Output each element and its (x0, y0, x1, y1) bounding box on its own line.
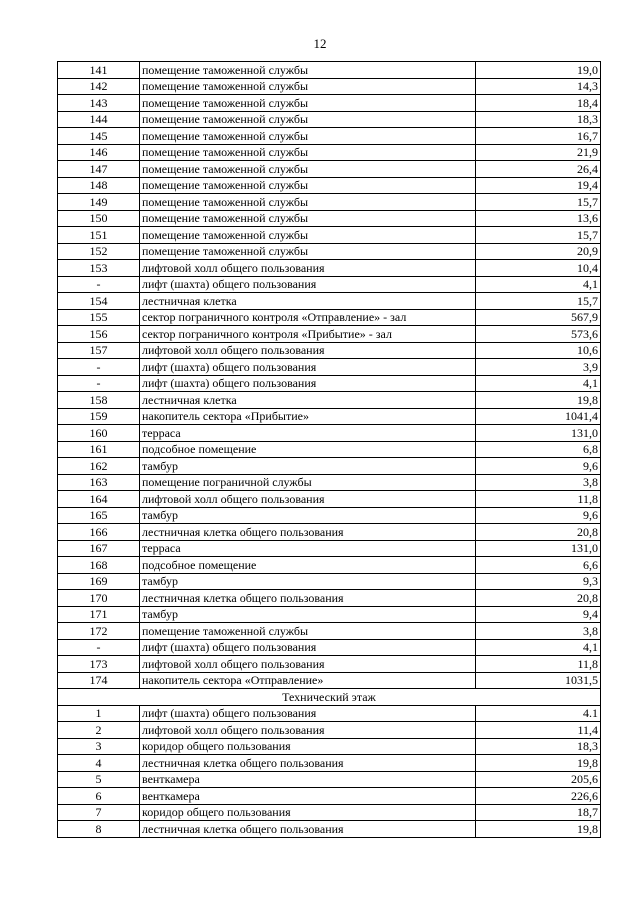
room-name-cell: лифтовой холл общего пользования (140, 722, 476, 739)
table-row (58, 524, 601, 541)
room-area-cell: 19,8 (476, 392, 601, 409)
room-number-cell: 154 (58, 293, 140, 310)
room-number-cell: 141 (58, 62, 140, 79)
table-row (58, 161, 601, 178)
table-row (58, 95, 601, 112)
room-name-cell: лифт (шахта) общего пользования (140, 276, 476, 293)
room-number-cell: 156 (58, 326, 140, 343)
room-area-cell: 131,0 (476, 540, 601, 557)
room-area-cell: 1041,4 (476, 408, 601, 425)
room-area-cell: 3,8 (476, 474, 601, 491)
room-name-cell: помещение пограничной службы (140, 474, 476, 491)
room-name-cell: венткамера (140, 771, 476, 788)
room-number-cell: 159 (58, 408, 140, 425)
room-area-cell: 205,6 (476, 771, 601, 788)
room-area-cell: 21,9 (476, 144, 601, 161)
room-number-cell: 174 (58, 672, 140, 689)
table-row (58, 111, 601, 128)
room-name-cell: подсобное помещение (140, 441, 476, 458)
room-name-cell: терраса (140, 425, 476, 442)
table-row (58, 210, 601, 227)
room-area-cell: 3,9 (476, 359, 601, 376)
table-row (58, 375, 601, 392)
page-number: 12 (313, 36, 327, 51)
room-area-cell: 18,3 (476, 738, 601, 755)
table-row (58, 474, 601, 491)
room-number-cell: 172 (58, 623, 140, 640)
room-area-cell: 11,4 (476, 722, 601, 739)
room-number-cell: 164 (58, 491, 140, 508)
table-row (58, 408, 601, 425)
table-row (58, 144, 601, 161)
room-area-cell: 19,4 (476, 177, 601, 194)
table-row (58, 425, 601, 442)
room-area-cell: 14,3 (476, 78, 601, 95)
room-area-cell: 4,1 (476, 375, 601, 392)
room-number-cell: 165 (58, 507, 140, 524)
room-name-cell: сектор пограничного контроля «Отправление» - зал (140, 309, 476, 326)
table-row (58, 491, 601, 508)
room-area-cell: 18,4 (476, 95, 601, 112)
table-row (58, 573, 601, 590)
room-area-cell: 6,6 (476, 557, 601, 574)
table-row (58, 507, 601, 524)
room-number-cell: 150 (58, 210, 140, 227)
table-row (58, 276, 601, 293)
room-number-cell: 157 (58, 342, 140, 359)
table-row (58, 656, 601, 673)
table-row (58, 392, 601, 409)
room-name-cell: терраса (140, 540, 476, 557)
table-row (58, 342, 601, 359)
room-area-cell: 573,6 (476, 326, 601, 343)
table-row (58, 227, 601, 244)
table-row (58, 738, 601, 755)
room-name-cell: подсобное помещение (140, 557, 476, 574)
room-area-cell: 15,7 (476, 227, 601, 244)
table-row (58, 194, 601, 211)
room-number-cell: 7 (58, 804, 140, 821)
room-number-cell: 173 (58, 656, 140, 673)
table-row (58, 260, 601, 277)
room-number-cell: 1 (58, 705, 140, 722)
table-row (58, 672, 601, 689)
room-number-cell: 6 (58, 788, 140, 805)
room-name-cell: тамбур (140, 573, 476, 590)
rooms-table-body (58, 62, 601, 838)
room-name-cell: лестничная клетка общего пользования (140, 524, 476, 541)
table-row (58, 557, 601, 574)
room-number-cell: 2 (58, 722, 140, 739)
room-name-cell: лестничная клетка (140, 392, 476, 409)
table-row (58, 441, 601, 458)
table-row (58, 293, 601, 310)
room-name-cell: помещение таможенной службы (140, 78, 476, 95)
table-row (58, 540, 601, 557)
room-number-cell: 148 (58, 177, 140, 194)
room-area-cell: 20,9 (476, 243, 601, 260)
room-area-cell: 9,6 (476, 458, 601, 475)
room-number-cell: 167 (58, 540, 140, 557)
room-name-cell: лифтовой холл общего пользования (140, 491, 476, 508)
room-area-cell: 15,7 (476, 194, 601, 211)
room-area-cell: 18,3 (476, 111, 601, 128)
room-name-cell: лестничная клетка (140, 293, 476, 310)
room-name-cell: помещение таможенной службы (140, 111, 476, 128)
room-name-cell: лифтовой холл общего пользования (140, 656, 476, 673)
room-number-cell: 168 (58, 557, 140, 574)
room-area-cell: 19,8 (476, 821, 601, 838)
room-area-cell: 131,0 (476, 425, 601, 442)
room-area-cell: 3,8 (476, 623, 601, 640)
room-area-cell: 10,4 (476, 260, 601, 277)
room-number-cell: 171 (58, 606, 140, 623)
room-number-cell: 146 (58, 144, 140, 161)
room-area-cell: 11,8 (476, 656, 601, 673)
room-number-cell: 153 (58, 260, 140, 277)
room-name-cell: помещение таможенной службы (140, 243, 476, 260)
room-area-cell: 1031,5 (476, 672, 601, 689)
room-number-cell: 5 (58, 771, 140, 788)
room-number-cell: 8 (58, 821, 140, 838)
room-name-cell: помещение таможенной службы (140, 161, 476, 178)
table-row (58, 458, 601, 475)
room-name-cell: помещение таможенной службы (140, 62, 476, 79)
room-area-cell: 20,8 (476, 524, 601, 541)
room-name-cell: лифт (шахта) общего пользования (140, 359, 476, 376)
room-number-cell: 147 (58, 161, 140, 178)
table-row (58, 639, 601, 656)
room-name-cell: лифтовой холл общего пользования (140, 342, 476, 359)
room-area-cell: 6,8 (476, 441, 601, 458)
room-number-cell: 144 (58, 111, 140, 128)
room-number-cell: 155 (58, 309, 140, 326)
room-name-cell: помещение таможенной службы (140, 128, 476, 145)
table-row (58, 62, 601, 79)
room-number-cell: 170 (58, 590, 140, 607)
room-area-cell: 9,3 (476, 573, 601, 590)
section-header-row (58, 689, 601, 706)
room-area-cell: 9,6 (476, 507, 601, 524)
table-row (58, 128, 601, 145)
room-number-cell: 4 (58, 755, 140, 772)
room-number-cell: - (58, 639, 140, 656)
table-row (58, 755, 601, 772)
table-row (58, 771, 601, 788)
rooms-table (57, 61, 601, 838)
table-row (58, 804, 601, 821)
table-row (58, 788, 601, 805)
room-area-cell: 567,9 (476, 309, 601, 326)
room-number-cell: 142 (58, 78, 140, 95)
room-number-cell: - (58, 276, 140, 293)
room-number-cell: 145 (58, 128, 140, 145)
room-area-cell: 19,0 (476, 62, 601, 79)
room-area-cell: 18,7 (476, 804, 601, 821)
room-name-cell: помещение таможенной службы (140, 95, 476, 112)
room-name-cell: накопитель сектора «Прибытие» (140, 408, 476, 425)
room-name-cell: лифт (шахта) общего пользования (140, 705, 476, 722)
room-name-cell: помещение таможенной службы (140, 194, 476, 211)
room-name-cell: тамбур (140, 507, 476, 524)
room-number-cell: 151 (58, 227, 140, 244)
table-row (58, 821, 601, 838)
room-name-cell: помещение таможенной службы (140, 227, 476, 244)
room-name-cell: коридор общего пользования (140, 804, 476, 821)
room-name-cell: венткамера (140, 788, 476, 805)
room-area-cell: 26,4 (476, 161, 601, 178)
room-area-cell: 20,8 (476, 590, 601, 607)
room-name-cell: накопитель сектора «Отправление» (140, 672, 476, 689)
room-number-cell: 161 (58, 441, 140, 458)
room-area-cell: 4.1 (476, 705, 601, 722)
room-number-cell: 152 (58, 243, 140, 260)
room-area-cell: 4,1 (476, 276, 601, 293)
room-name-cell: сектор пограничного контроля «Прибытие» - зал (140, 326, 476, 343)
room-name-cell: помещение таможенной службы (140, 623, 476, 640)
room-number-cell: - (58, 375, 140, 392)
table-row (58, 359, 601, 376)
room-area-cell: 16,7 (476, 128, 601, 145)
room-name-cell: помещение таможенной службы (140, 177, 476, 194)
room-number-cell: 149 (58, 194, 140, 211)
room-name-cell: лестничная клетка общего пользования (140, 755, 476, 772)
room-name-cell: лифт (шахта) общего пользования (140, 375, 476, 392)
room-number-cell: - (58, 359, 140, 376)
room-area-cell: 15,7 (476, 293, 601, 310)
table-row (58, 606, 601, 623)
table-row (58, 243, 601, 260)
room-number-cell: 162 (58, 458, 140, 475)
table-row (58, 722, 601, 739)
room-area-cell: 10,6 (476, 342, 601, 359)
room-name-cell: помещение таможенной службы (140, 144, 476, 161)
room-number-cell: 160 (58, 425, 140, 442)
room-name-cell: помещение таможенной службы (140, 210, 476, 227)
room-name-cell: лифт (шахта) общего пользования (140, 639, 476, 656)
table-row (58, 590, 601, 607)
table-row (58, 326, 601, 343)
room-area-cell: 19,8 (476, 755, 601, 772)
room-number-cell: 166 (58, 524, 140, 541)
room-name-cell: лестничная клетка общего пользования (140, 590, 476, 607)
technical-floor-title: Технический этаж (58, 689, 601, 706)
table-row (58, 309, 601, 326)
room-area-cell: 11,8 (476, 491, 601, 508)
room-number-cell: 3 (58, 738, 140, 755)
room-name-cell: лифтовой холл общего пользования (140, 260, 476, 277)
room-name-cell: тамбур (140, 458, 476, 475)
table-row (58, 623, 601, 640)
room-number-cell: 169 (58, 573, 140, 590)
room-name-cell: лестничная клетка общего пользования (140, 821, 476, 838)
room-number-cell: 158 (58, 392, 140, 409)
room-name-cell: тамбур (140, 606, 476, 623)
room-area-cell: 9,4 (476, 606, 601, 623)
table-row (58, 705, 601, 722)
table-row (58, 177, 601, 194)
room-number-cell: 163 (58, 474, 140, 491)
room-area-cell: 226,6 (476, 788, 601, 805)
room-name-cell: коридор общего пользования (140, 738, 476, 755)
room-number-cell: 143 (58, 95, 140, 112)
room-area-cell: 13,6 (476, 210, 601, 227)
table-row (58, 78, 601, 95)
room-area-cell: 4,1 (476, 639, 601, 656)
